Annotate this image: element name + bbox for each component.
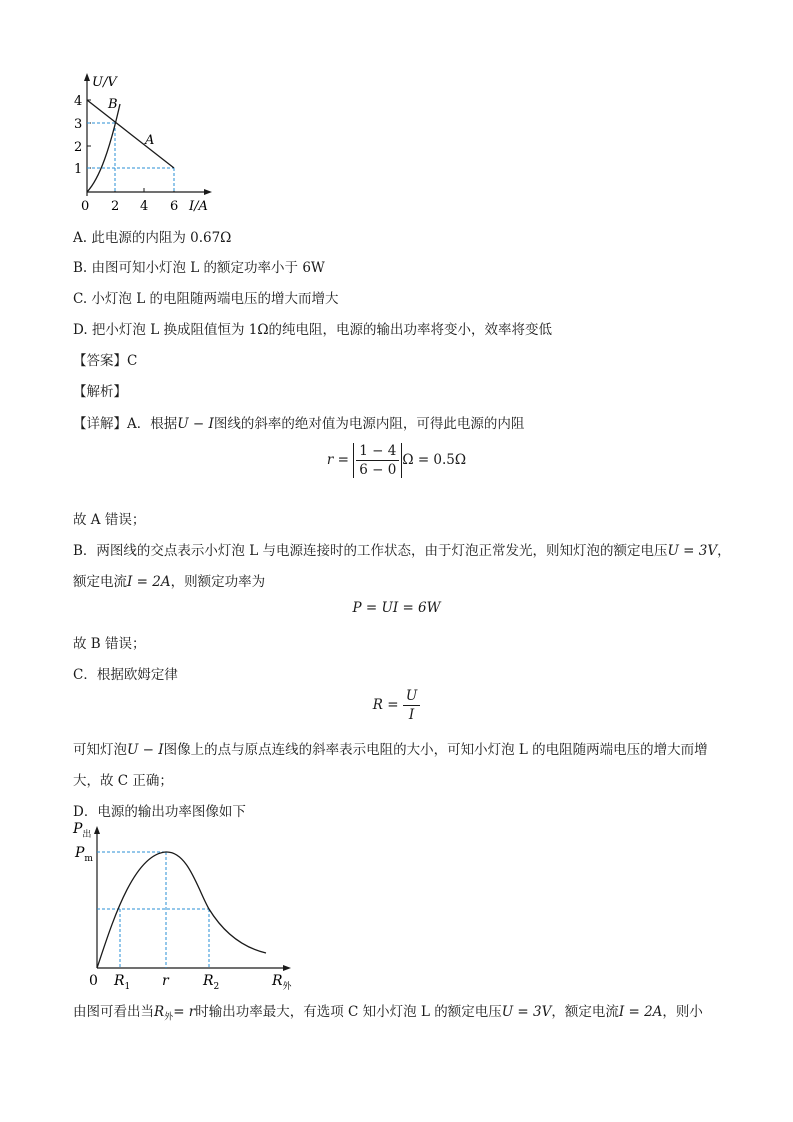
ui-y-tick-1: 1 <box>74 162 83 177</box>
ui-x-tick-2: 2 <box>111 199 120 214</box>
detail-c-line3: 大，故 C 正确； <box>73 773 173 789</box>
p-origin: 0 <box>89 973 98 989</box>
ui-x-label: I/A <box>189 199 208 214</box>
equation-ohm: R = $\frac{U}{I}$ <box>0 688 793 723</box>
option-a: A. 此电源的内阻为 0.67Ω <box>73 230 232 246</box>
a-conclusion: 故 A 错误； <box>73 512 146 528</box>
ui-origin: 0 <box>81 199 90 214</box>
power-curve <box>97 852 266 968</box>
line-a-label: A <box>145 133 155 148</box>
r2-label: $R_2$ <box>203 973 220 992</box>
ui-y-arrow <box>84 73 90 81</box>
curve-b-label: B <box>108 97 118 112</box>
option-b: B. 由图可知小灯泡 L 的额定功率小于 6W <box>73 260 325 276</box>
equation-r: r = $\frac{1 - 4}{6 - 0}$ Ω = 0.5Ω <box>326 443 467 478</box>
ui-x-tick-6: 6 <box>170 199 179 214</box>
analysis-tag: 【解析】 <box>73 384 127 400</box>
p-y-label: $P_出$ <box>73 821 92 840</box>
detail-tag: 【详解】 <box>73 416 127 432</box>
pm-label: $P_m$ <box>75 845 93 864</box>
detail-last-line: 由图可看出当$R_外= r$时输出功率最大，有选项 C 知小灯泡 L 的额定电压U = 3V，额定电流I = 2A，则小 <box>73 1004 703 1023</box>
ui-graph <box>70 70 220 216</box>
ui-y-tick-2: 2 <box>74 140 83 155</box>
r1-label: $R_1$ <box>114 973 131 992</box>
b-conclusion: 故 B 错误； <box>73 636 146 652</box>
option-d: D. 把小灯泡 L 换成阻值恒为 1Ω的纯电阻，电源的输出功率将变小，效率将变低 <box>73 322 553 338</box>
detail-c-line2: 可知灯泡U − I图像上的点与原点连线的斜率表示电阻的大小，可知小灯泡 L 的电阻随两端电压的增大而增 <box>73 742 708 758</box>
p-x-label: $R_外$ <box>272 973 292 992</box>
answer-tag: 【答案】 <box>73 353 127 369</box>
detail-a-line: 【详解】A．根据U − I图线的斜率的绝对值为电源内阻，可得此电源的内阻 <box>73 416 525 432</box>
answer-value: C <box>127 353 138 369</box>
ui-y-tick-4: 4 <box>74 94 83 109</box>
line-a <box>87 100 174 168</box>
r-label: r <box>162 973 169 989</box>
ui-symbol: U − I <box>177 416 214 432</box>
option-c: C. 小灯泡 L 的电阻随两端电压的增大而增大 <box>73 291 339 307</box>
ui-x-tick-4: 4 <box>140 199 149 214</box>
equation-p: P = UI = 6W <box>352 600 441 616</box>
ui-x-arrow <box>204 189 212 195</box>
answer-line <box>73 349 137 369</box>
detail-b-line1: B．两图线的交点表示小灯泡 L 与电源连接时的工作状态，由于灯泡正常发光，则知灯泡的额定电压U = 3V， <box>73 543 731 559</box>
ui-y-tick-3: 3 <box>74 117 83 132</box>
p-y-arrow <box>94 826 100 834</box>
detail-c-line1: C．根据欧姆定律 <box>73 667 178 683</box>
ui-y-label: U/V <box>92 75 117 90</box>
detail-b-line2: 额定电流I = 2A，则额定功率为 <box>73 574 266 590</box>
power-graph <box>70 820 300 992</box>
detail-d-line1: D．电源的输出功率图像如下 <box>73 804 246 820</box>
p-x-arrow <box>283 965 291 971</box>
